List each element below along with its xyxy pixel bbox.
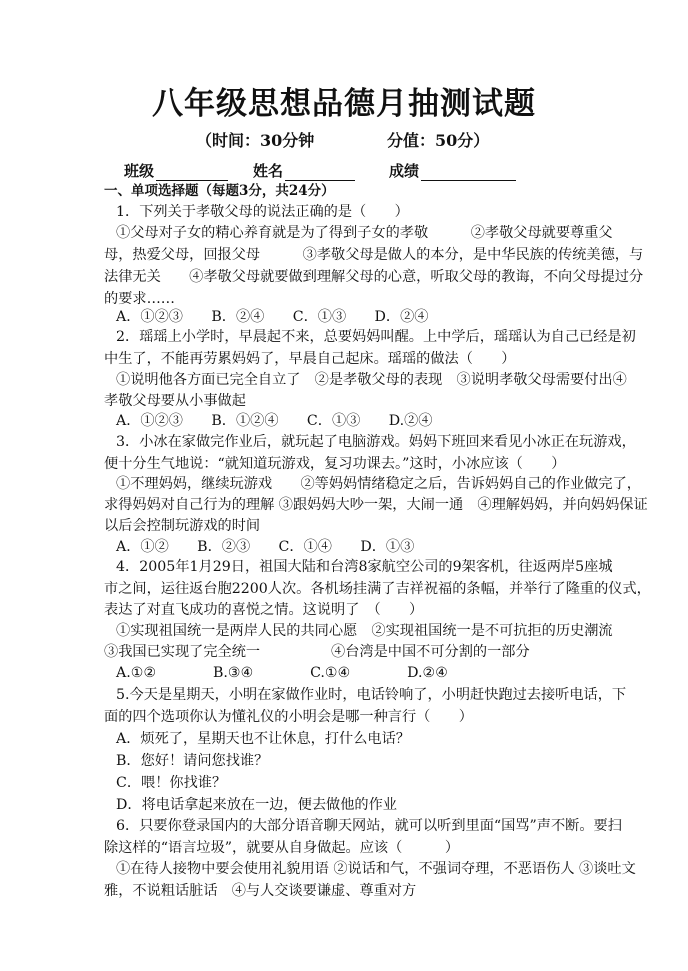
q3-options: A．①② B．②③ C．①④ D．①③ bbox=[116, 539, 415, 555]
q5-option-b: B．您好！请问您找谁？ bbox=[116, 753, 269, 769]
q5-option-c: C．喂！你找谁？ bbox=[116, 775, 227, 791]
q4-stem: 4．2005年1月29日，祖国大陆和台湾8家航空公司的9架客机，往返两岸5座城 bbox=[116, 559, 613, 575]
q3-text: 求得妈妈对自己行为的理解 ③跟妈妈大吵一架，大闹一通 ④理解妈妈，并向妈妈保证 bbox=[104, 497, 648, 513]
q3-text: ①不理妈妈，继续玩游戏 ②等妈妈情绪稳定之后，告诉妈妈自己的作业做完了， bbox=[116, 476, 641, 492]
exam-title: 八年级思想品德月抽测试题 bbox=[152, 86, 536, 122]
q1-options: A．①②③ B．②④ C．①③ D．②④ bbox=[116, 309, 429, 325]
time-label: （时间：30分钟 bbox=[196, 131, 315, 150]
class-label: 班级 bbox=[124, 162, 155, 180]
result-label: 成绩 bbox=[389, 162, 420, 180]
q1-text: 母，热爱父母，回报父母 ③孝敬父母是做人的本分，是中华民族的传统美德，与 bbox=[104, 247, 644, 263]
q2-options: A．①②③ B．①②④ C．①③ D.②④ bbox=[116, 413, 433, 429]
q4-text: ①实现祖国统一是两岸人民的共同心愿 ②实现祖国统一是不可抗拒的历史潮流 bbox=[116, 623, 613, 639]
q1-text: 的要求…… bbox=[104, 291, 175, 307]
q2-text: 孝敬父母要从小事做起 bbox=[104, 393, 246, 409]
q5-text: 面的四个选项你认为懂礼仪的小明会是哪一种言行（ ） bbox=[104, 709, 473, 725]
q4-options: A.①② B.③④ C.①④ D.②④ bbox=[116, 665, 448, 681]
q6-text: ①在待人接物中要会使用礼貌用语 ②说话和气，不强词夺理，不恶语伤人 ③谈吐文 bbox=[116, 861, 636, 877]
result-field[interactable] bbox=[389, 160, 516, 181]
q4-text: ③我国已实现了完全统一 ④台湾是中国不可分割的一部分 bbox=[104, 644, 530, 660]
q6-stem: 6．只要你登录国内的大部分语音聊天网站，就可以听到里面“国骂”声不断。要扫 bbox=[116, 818, 622, 834]
q4-text: 表达了对直飞成功的喜悦之情。这说明了 （ ） bbox=[104, 602, 424, 618]
class-blank[interactable] bbox=[156, 164, 228, 181]
q3-stem: 3．小冰在家做完作业后，就玩起了电脑游戏。妈妈下班回来看见小冰正在玩游戏， bbox=[116, 434, 636, 450]
q1-text: ①父母对子女的精心养育就是为了得到子女的孝敬 ②孝敬父母就要尊重父 bbox=[116, 225, 613, 241]
q1-stem: 1．下列关于孝敬父母的说法正确的是（ ） bbox=[116, 204, 409, 220]
name-field[interactable] bbox=[253, 160, 355, 181]
q6-text: 雅，不说粗话脏话 ④与人交谈要谦虚、尊重对方 bbox=[104, 883, 417, 899]
q5-option-a: A．烦死了，星期天也不让休息，打什么电话？ bbox=[116, 731, 410, 747]
q3-text: 以后会控制玩游戏的时间 bbox=[104, 518, 261, 534]
q5-stem: 5.今天是星期天，小明在家做作业时，电话铃响了，小明赶快跑过去接听电话，下 bbox=[116, 687, 627, 703]
q1-text: 法律无关 ④孝敬父母就要做到理解父母的心意，听取父母的教诲，不向父母提过分 bbox=[104, 269, 644, 285]
q2-stem: 2．瑶瑶上小学时，早晨起不来，总要妈妈叫醒。上中学后，瑶瑶认为自己已经是初 bbox=[116, 329, 636, 345]
name-label: 姓名 bbox=[253, 162, 284, 180]
q2-text: 中生了，不能再劳累妈妈了，早晨自己起床。瑶瑶的做法（ ） bbox=[104, 351, 516, 367]
section-heading: 一、单项选择题（每题3分，共24分） bbox=[104, 183, 335, 199]
result-blank[interactable] bbox=[421, 164, 516, 181]
score-label: 分值：50分） bbox=[387, 131, 490, 150]
q3-text: 便十分生气地说：“就知道玩游戏，复习功课去。”这时，小冰应该（ ） bbox=[104, 456, 566, 472]
name-blank[interactable] bbox=[285, 164, 355, 181]
q2-text: ①说明他各方面已完全自立了 ②是孝敬父母的表现 ③说明孝敬父母需要付出④ bbox=[116, 372, 627, 388]
class-field[interactable] bbox=[124, 160, 228, 181]
q5-option-d: D．将电话拿起来放在一边，便去做他的作业 bbox=[116, 797, 397, 813]
q6-text: 除这样的“语言垃圾”，就要从自身做起。应该（ ） bbox=[104, 840, 460, 856]
q4-text: 市之间，运往返台胞2200人次。各机场挂满了吉祥祝福的条幅，并举行了隆重的仪式， bbox=[104, 581, 651, 597]
